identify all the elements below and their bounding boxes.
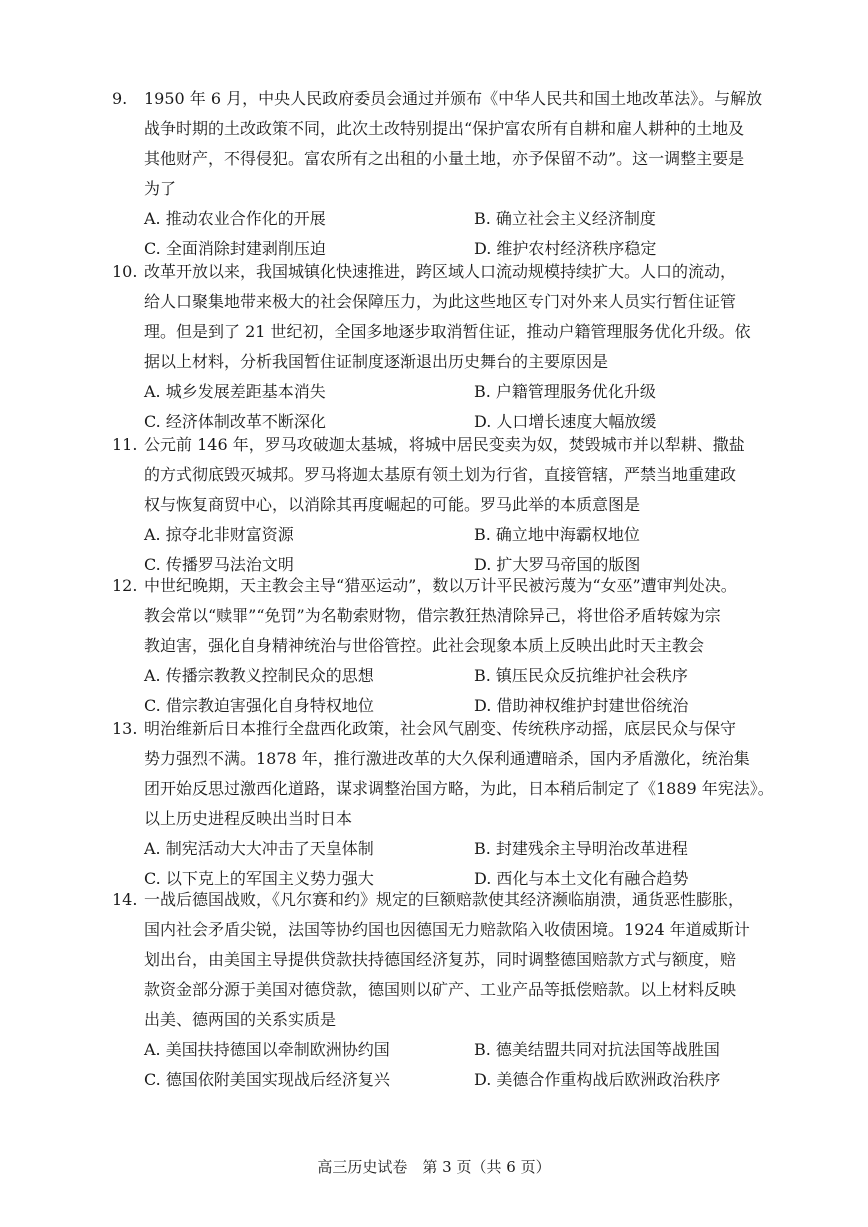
option-b: B. 确立社会主义经济制度 [474,209,656,228]
question-number: 14. [112,890,138,909]
option-a: A. 掠夺北非财富资源 [144,525,294,544]
option-b: B. 镇压民众反抗维护社会秩序 [474,666,688,685]
stem-line: 为了 [144,179,177,198]
question-number: 9. [112,89,128,108]
option-d: D. 西化与本土文化有融合趋势 [474,869,689,888]
stem-line: 理。但是到了 21 世纪初，全国多地逐步取消暂住证，推动户籍管理服务优化升级。依 [144,322,751,341]
stem-line: 国内社会矛盾尖锐，法国等协约国也因德国无力赔款陷入收债困境。1924 年道威斯计 [144,920,750,939]
stem-line: 中世纪晚期，天主教会主导“猎巫运动”，数以万计平民被污蔑为“女巫”遭审判处决。 [144,576,737,595]
option-c: C. 德国依附美国实现战后经济复兴 [144,1070,390,1089]
stem-line: 权与恢复商贸中心，以消除其再度崛起的可能。罗马此举的本质意图是 [144,495,641,514]
option-a: A. 城乡发展差距基本消失 [144,382,326,401]
stem-line: 其他财产，不得侵犯。富农所有之出租的小量土地，亦予保留不动”。这一调整主要是 [144,149,745,168]
question-stem [144,84,772,204]
stem-line: 战争时期的土改政策不同，此次土改特别提出“保护富农所有自耕和雇人耕种的土地及 [144,119,745,138]
question-14 [112,885,772,1095]
question-12 [112,571,772,721]
question-stem [144,430,772,520]
option-b: B. 德美结盟共同对抗法国等战胜国 [474,1040,720,1059]
stem-line: 一战后德国战败，《凡尔赛和约》规定的巨额赔款使其经济濒临崩溃，通货恶性膨胀， [144,890,745,909]
page-footer: 高三历史试卷 第 3 页（共 6 页） [317,1158,551,1176]
options [144,1035,772,1095]
options [144,204,772,264]
question-11 [112,430,772,580]
question-number: 12. [112,576,138,595]
option-a: A. 制宪活动大大冲击了天皇体制 [144,839,374,858]
question-10 [112,257,772,437]
stem-line: 划出台，由美国主导提供贷款扶持德国经济复苏，同时调整德国赔款方式与额度，赔 [144,950,737,969]
option-d: D. 美德合作重构战后欧洲政治秩序 [474,1070,721,1089]
option-a: A. 传播宗教教义控制民众的思想 [144,666,374,685]
stem-line: 改革开放以来，我国城镇化快速推进，跨区域人口流动规模持续扩大。人口的流动， [144,262,737,281]
question-number: 10. [112,262,138,281]
option-d: D. 借助神权维护封建世俗统治 [474,696,689,715]
stem-line: 的方式彻底毁灭城邦。罗马将迦太基原有领土划为行省，直接管辖，严禁当地重建政 [144,465,737,484]
stem-line: 公元前 146 年，罗马攻破迦太基城，将城中居民变卖为奴，焚毁城市并以犁耕、撒盐 [144,435,745,454]
option-a: A. 推动农业合作化的开展 [144,209,326,228]
option-d: D. 人口增长速度大幅放缓 [474,412,657,431]
question-13 [112,714,772,894]
options [144,377,772,437]
stem-line: 团开始反思过激西化道路，谋求调整治国方略，为此，日本稍后制定了《1889 年宪法》。 [144,779,774,798]
stem-line: 明治维新后日本推行全盘西化政策，社会风气剧变、传统秩序动摇，底层民众与保守 [144,719,737,738]
option-c: C. 借宗教迫害强化自身特权地位 [144,696,374,715]
stem-line: 以上历史进程反映出当时日本 [144,809,353,828]
option-d: D. 维护农村经济秩序稳定 [474,239,657,258]
option-b: B. 户籍管理服务优化升级 [474,382,656,401]
option-c: C. 传播罗马法治文明 [144,555,294,574]
question-stem [144,885,772,1035]
stem-line: 势力强烈不满。1878 年，推行激进改革的大久保利通遭暗杀，国内矛盾激化，统治集 [144,749,750,768]
stem-line: 给人口聚集地带来极大的社会保障压力，为此这些地区专门对外来人员实行暂住证管 [144,292,737,311]
option-b: B. 确立地中海霸权地位 [474,525,640,544]
option-b: B. 封建残余主导明治改革进程 [474,839,688,858]
stem-line: 教会常以“赎罪”“免罚”为名勒索财物，借宗教狂热清除异己，将世俗矛盾转嫁为宗 [144,606,721,625]
option-c: C. 以下克上的军国主义势力强大 [144,869,374,888]
question-stem [144,714,772,834]
options [144,661,772,721]
option-c: C. 全面消除封建剥削压迫 [144,239,326,258]
option-d: D. 扩大罗马帝国的版图 [474,555,641,574]
question-number: 13. [112,719,138,738]
stem-line: 1950 年 6 月，中央人民政府委员会通过并颁布《中华人民共和国土地改革法》。与解放 [144,89,763,108]
option-c: C. 经济体制改革不断深化 [144,412,326,431]
question-stem [144,571,772,661]
question-9 [112,84,772,264]
stem-line: 据以上材料，分析我国暂住证制度逐渐退出历史舞台的主要原因是 [144,352,609,371]
stem-line: 教迫害，强化自身精神统治与世俗管控。此社会现象本质上反映出此时天主教会 [144,636,705,655]
question-number: 11. [112,435,138,454]
stem-line: 款资金部分源于美国对德贷款，德国则以矿产、工业产品等抵偿赔款。以上材料反映 [144,980,737,999]
question-stem [144,257,772,377]
option-a: A. 美国扶持德国以牵制欧洲协约国 [144,1040,390,1059]
stem-line: 出美、德两国的关系实质是 [144,1010,337,1029]
